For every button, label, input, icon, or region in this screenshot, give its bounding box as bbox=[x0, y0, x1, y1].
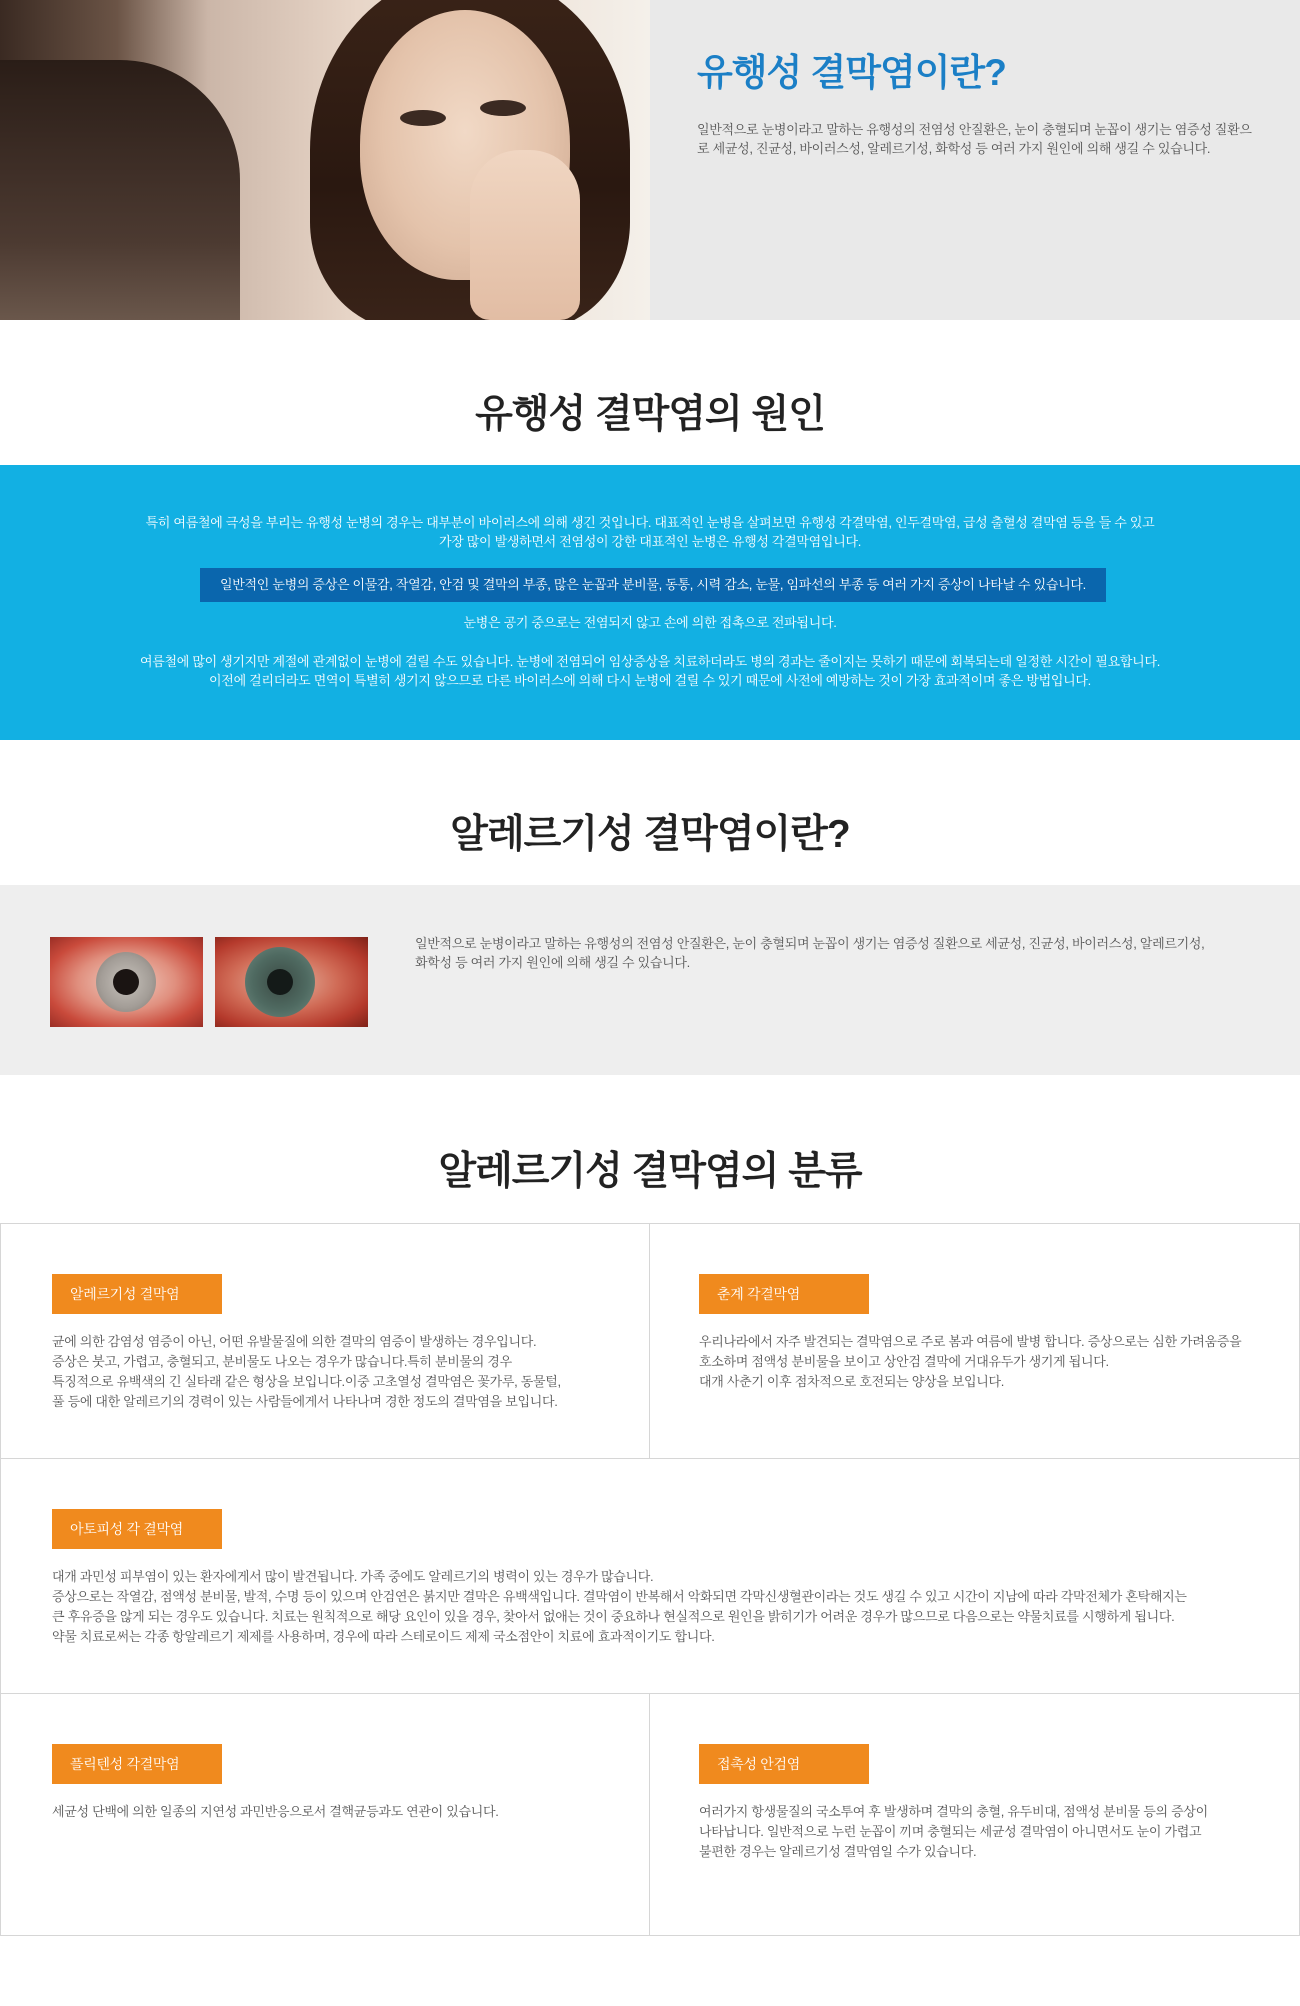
text-line: 증상은 붓고, 가렵고, 충혈되고, 분비물도 나오는 경우가 많습니다.특히 분비물의 경우 bbox=[52, 1354, 512, 1369]
text-line: 우리나라에서 자주 발견되는 결막염으로 주로 봄과 여름에 발병 합니다. 증상으로는 심한 가려움증을 bbox=[699, 1334, 1242, 1349]
classification-text bbox=[52, 1567, 1187, 1647]
text-line: 특징적으로 유백색의 긴 실타래 같은 형상을 보입니다.이중 고초열성 결막염은 꽃가루, 동물털, bbox=[52, 1374, 561, 1389]
causes-paragraph1-line1: 특히 여름철에 극성을 부리는 유행성 눈병의 경우는 대부분이 바이러스에 의해 생긴 것입니다. 대표적인 눈병을 살펴보면 유행성 각결막염, 인두결막염, 급성 출혈성 결막염 등을 들 수 있고 bbox=[145, 515, 1155, 530]
classification-card-atopic bbox=[0, 1459, 1300, 1694]
classification-badge: 알레르기성 결막염 bbox=[52, 1274, 222, 1314]
classification-card-allergic bbox=[0, 1224, 650, 1459]
classification-text bbox=[699, 1802, 1208, 1862]
causes-paragraph1-line2: 가장 많이 발생하면서 전염성이 강한 대표적인 눈병은 유행성 각결막염입니다. bbox=[438, 534, 862, 549]
intro-title: 유행성 결막염이란? bbox=[697, 52, 1006, 93]
classification-grid bbox=[0, 1223, 1300, 1935]
classification-badge: 아토피성 각 결막염 bbox=[52, 1509, 222, 1549]
classification-badge: 춘계 각결막염 bbox=[699, 1274, 869, 1314]
text-line: 불편한 경우는 알레르기성 결막염일 수가 있습니다. bbox=[699, 1844, 977, 1859]
text-line: 대개 사춘기 이후 점차적으로 호전되는 양상을 보입니다. bbox=[699, 1374, 1005, 1389]
causes-paragraph3-line1: 여름철에 많이 생기지만 계절에 관계없이 눈병에 걸릴 수도 있습니다. 눈병에 전염되어 임상증상을 치료하더라도 병의 경과는 줄이지는 못하기 때문에 회복되는데 일정한 시간이 필요합니다. bbox=[139, 654, 1161, 669]
text-line: 호소하며 점액성 분비물을 보이고 상안검 결막에 거대유두가 생기게 됩니다. bbox=[699, 1354, 1109, 1369]
text-line: 세균성 단백에 의한 일종의 지연성 과민반응으로서 결핵균등과도 연관이 있습니다. bbox=[52, 1804, 499, 1819]
causes-band bbox=[0, 465, 1300, 740]
photo-pupil bbox=[113, 969, 139, 995]
hero-section bbox=[0, 0, 1300, 320]
allergic-eye-photo-2 bbox=[215, 937, 368, 1027]
text-line: 대개 과민성 피부염이 있는 환자에게서 많이 발견됩니다. 가족 중에도 알레르기의 병력이 있는 경우가 많습니다. bbox=[52, 1569, 654, 1584]
hero-text bbox=[697, 42, 1257, 158]
classification-title: 알레르기성 결막염의 분류 bbox=[438, 1150, 862, 1193]
text-line: 균에 의한 감염성 염증이 아닌, 어떤 유발물질에 의한 결막의 염증이 발생하는 경우입니다. bbox=[52, 1334, 537, 1349]
allergy-title: 알레르기성 결막염이란? bbox=[450, 813, 850, 856]
text-line: 여러가지 항생물질의 국소투여 후 발생하며 결막의 충혈, 유두비대, 점액성 분비물 등의 증상이 bbox=[699, 1804, 1208, 1819]
classification-text bbox=[699, 1332, 1241, 1392]
allergy-band bbox=[0, 885, 1300, 1075]
causes-title: 유행성 결막염의 원인 bbox=[475, 393, 825, 436]
text-line: 증상으로는 작열감, 점액성 분비물, 발적, 수명 등이 있으며 안검연은 붉지만 결막은 유백색입니다. 결막염이 반복해서 악화되면 각막신생혈관이라는 것도 생길 수 있고 시간이 지남에 따라 각막전체가 혼탁해지는 bbox=[52, 1589, 1187, 1604]
causes-symptoms-highlight: 일반적인 눈병의 증상은 이물감, 작열감, 안검 및 결막의 부종, 많은 눈꼽과 분비물, 동통, 시력 감소, 눈물, 임파선의 부종 등 여러 가지 증상이 나타날 수 있습니다. bbox=[200, 568, 1106, 602]
classification-card-phlyctenular bbox=[0, 1694, 650, 1936]
classification-card-contact bbox=[650, 1694, 1300, 1936]
classification-card-vernal bbox=[650, 1224, 1300, 1459]
photo-eye-left bbox=[400, 110, 446, 126]
classification-badge: 접촉성 안검염 bbox=[699, 1744, 869, 1784]
intro-description: 일반적으로 눈병이라고 말하는 유행성의 전염성 안질환은, 눈이 충혈되며 눈꼽이 생기는 염증성 질환으로 세균성, 진균성, 바이러스성, 알레르기성, 화학성 등 여러 가지 원인에 의해 생길 수 있습니다. bbox=[697, 122, 1252, 156]
text-line: 나타납니다. 일반적으로 누런 눈꼽이 끼며 충혈되는 세균성 결막염이 아니면서도 눈이 가렵고 bbox=[699, 1824, 1202, 1839]
text-line: 약물 치료로써는 각종 항알레르기 제제를 사용하며, 경우에 따라 스테로이드 제제 국소점안이 치료에 효과적이기도 합니다. bbox=[52, 1629, 715, 1644]
text-line: 큰 후유증을 않게 되는 경우도 있습니다. 치료는 원칙적으로 해당 요인이 있을 경우, 찾아서 없애는 것이 중요하나 현실적으로 원인을 밝히기가 어려운 경우가 많으므로 다음으로는 약물치료를 시행하게 됩니다. bbox=[52, 1609, 1175, 1624]
classification-text bbox=[52, 1802, 499, 1822]
photo-shoulder-shape bbox=[0, 60, 240, 320]
text-line: 풀 등에 대한 알레르기의 경력이 있는 사람들에게서 나타나며 경한 정도의 결막염을 보입니다. bbox=[52, 1394, 558, 1409]
allergy-description bbox=[415, 934, 1215, 972]
allergic-eye-photo-1 bbox=[50, 937, 203, 1027]
hero-photo-woman-touching-eye bbox=[0, 0, 650, 320]
photo-eye-right bbox=[480, 100, 526, 116]
allergy-description-line2: 화학성 등 여러 가지 원인에 의해 생길 수 있습니다. bbox=[415, 955, 690, 970]
photo-pupil bbox=[267, 969, 293, 995]
causes-paragraph3-line2: 이전에 걸리더라도 면역이 특별히 생기지 않으므로 다른 바이러스에 의해 다시 눈병에 걸릴 수 있기 때문에 사전에 예방하는 것이 가장 효과적이며 좋은 방법입니다. bbox=[209, 673, 1091, 688]
photo-hand-shape bbox=[470, 150, 580, 320]
classification-text bbox=[52, 1332, 561, 1412]
allergy-description-line1: 일반적으로 눈병이라고 말하는 유행성의 전염성 안질환은, 눈이 충혈되며 눈꼽이 생기는 염증성 질환으로 세균성, 진균성, 바이러스성, 알레르기성, bbox=[415, 936, 1205, 951]
causes-paragraph2: 눈병은 공기 중으로는 전염되지 않고 손에 의한 접촉으로 전파됩니다. bbox=[463, 615, 837, 630]
classification-badge: 플릭텐성 각결막염 bbox=[52, 1744, 222, 1784]
